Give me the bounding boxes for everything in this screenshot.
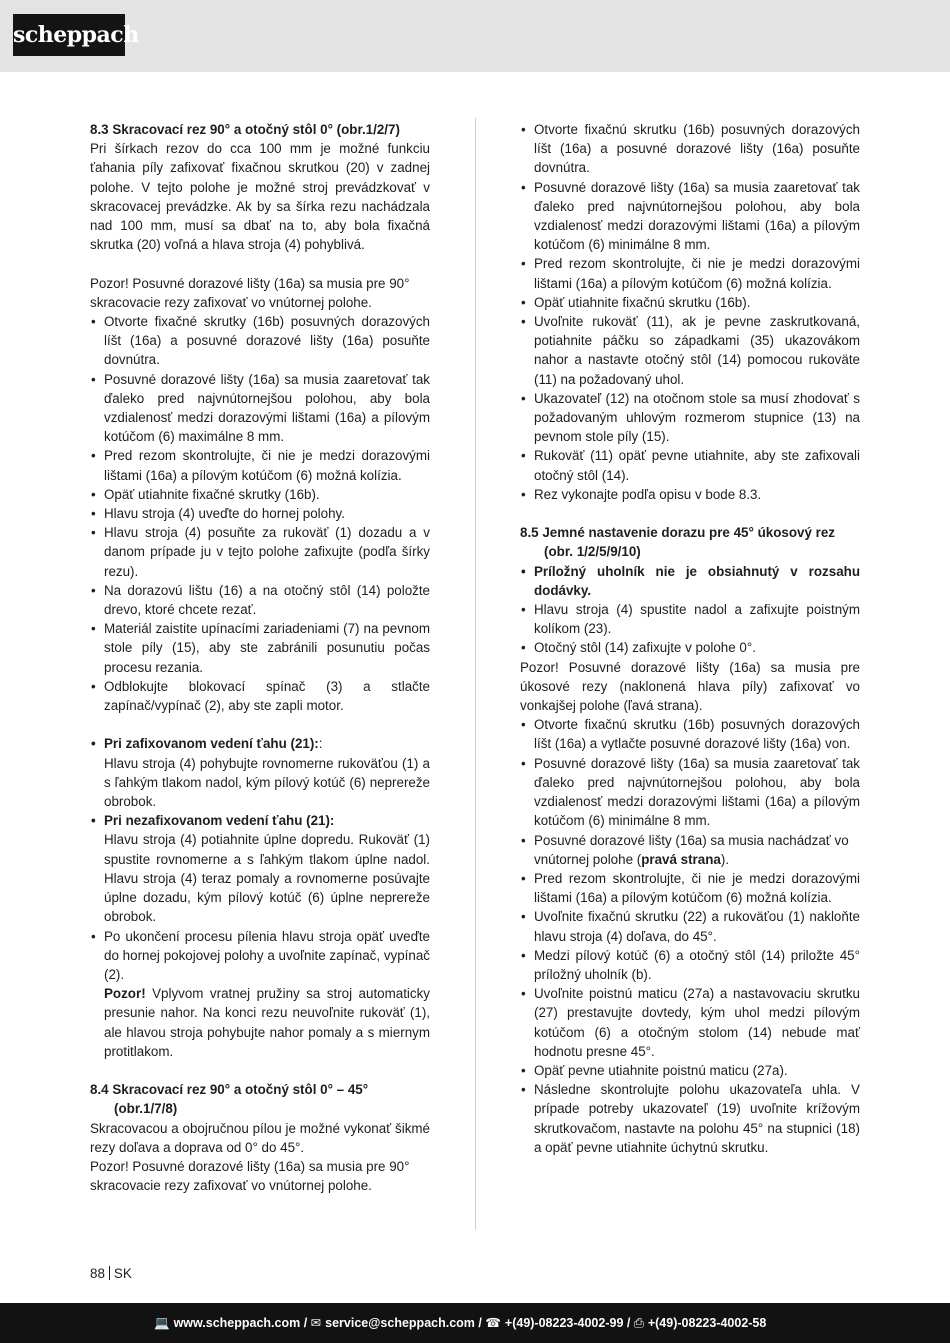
list-item: • Medzi pílový kotúč (6) a otočný stôl (14) priložte 45° príložný uholník (b). — [520, 946, 860, 984]
section-8-5-list-b — [520, 715, 860, 1157]
list-item: • Pred rezom skontrolujte, či nie je medzi dorazovými lištami (16a) a pílovým kotúčom (6) možná kolízia. — [520, 869, 860, 907]
footer-bar — [0, 1303, 950, 1343]
list-item: • Po ukončení procesu pílenia hlavu stroja opäť uveďte do hornej pokojovej polohy a uvoľnite zapínač, vypínač (2). — [90, 927, 430, 985]
column-divider — [475, 118, 476, 1230]
mail-icon: ✉ — [310, 1316, 322, 1330]
caution-text: Vplyvom vratnej pružiny sa stroj automaticky presunie nahor. Na konci rezu neuvoľnite rukoväť (1), ale hlavou stroja pohybujte nahor pomaly a s miernym protitlakom. — [104, 986, 430, 1059]
section-8-3-warning: Pozor! Posuvné dorazové lišty (16a) sa musia pre 90° skracovacie rezy zafixovať vo vnútornej polohe. — [90, 275, 410, 310]
list-item: • Odblokujte blokovací spínač (3) a stlačte zapínač/vypínač (2), aby ste zapli motor. — [90, 677, 430, 715]
page-language: SK — [113, 1266, 132, 1281]
page-number-separator — [109, 1266, 110, 1280]
list-item: • Otvorte fixačnú skrutku (16b) posuvných dorazových líšt (16a) a vytlačte posuvné dorazové lišty (16a) von. — [520, 715, 860, 753]
section-8-4-warning: Pozor! Posuvné dorazové lišty (16a) sa musia pre 90° skracovacie rezy zafixovať vo vnútornej polohe. — [90, 1158, 410, 1194]
list-item: • Opäť utiahnite fixačné skrutky (16b). — [90, 485, 430, 504]
page-number — [90, 1265, 132, 1283]
list-item — [520, 831, 860, 869]
footer-phone: +(49)-08223-4002-99 — [504, 1316, 624, 1330]
caution-label: Pozor! — [104, 986, 146, 1002]
list-item: • Príložný uholník nie je obsiahnutý v rozsahu dodávky. — [520, 562, 860, 600]
inner-position-bold: pravá strana — [641, 851, 721, 867]
fixed-guide-title: Pri zafixovanom vedení ťahu (21): — [104, 736, 319, 752]
unfixed-guide-text: Hlavu stroja (4) potiahnite úplne dopredu. Rukoväť (1) spustite rovnomerne a s ľahkým tlakom úplne nadol. Hlavu stroja (4) teraz pomaly a rovnomerne posúvajte úplne dozadu, kým pílový kotúč (6) úplne neprereže obrobok. — [104, 832, 430, 925]
list-item: • Na dorazovú lištu (16) a na otočný stôl (14) položte drevo, ktoré chcete rezať. — [90, 581, 430, 619]
section-8-4-text: Skracovacou a obojručnou pílou je možné vykonať šikmé rezy doľava a doprava od 0° do 45°. — [90, 1120, 430, 1155]
list-item: • Posuvné dorazové lišty (16a) sa musia zaaretovať tak ďaleko pred najvnútornejšou polohou, aby bola vzdialenosť medzi dorazovými lištami (16a) a pílovým kotúčom (6) minimálne 8 mm. — [520, 754, 860, 831]
fixed-guide-suffix: : — [318, 736, 323, 752]
list-item: • Posuvné dorazové lišty (16a) sa musia zaaretovať tak ďaleko pred najvnútornejšou polohou, aby bola vzdialenosť medzi dorazovými lištami (16a) a pílovým kotúčom (6) maximálne 8 mm. — [90, 370, 430, 447]
left-column — [90, 120, 430, 1195]
footer-website[interactable]: www.scheppach.com — [173, 1316, 301, 1330]
list-item: • Rez vykonajte podľa opisu v bode 8.3. — [520, 485, 860, 504]
cut-mode-list-2 — [90, 811, 430, 830]
section-8-5-title — [520, 523, 860, 561]
inner-position-text: Posuvné dorazové lišty (16a) sa musia nachádzať vo vnútornej polohe ( — [534, 832, 849, 867]
list-item: • Otvorte fixačné skrutky (16b) posuvných dorazových líšt (16a) a posuvné dorazové lišty (16a) posuňte dovnútra. — [90, 312, 430, 370]
section-8-4-title-line1: 8.4 Skracovací rez 90° a otočný stôl 0° – 45° — [90, 1082, 369, 1098]
section-8-3-list — [90, 312, 430, 715]
section-8-3-intro: Pri šírkach rezov do cca 100 mm je možné funkciu ťahania píly zafixovať fixačnou skrutkou (20) v zadnej polohe. V tejto polohe je možné stroj prevádzkovať v skracovacej prevádzke. Ak by sa šírka rezu nachádzala nad 100 mm, musí sa dbať na to, aby bola fixačná skrutka (20) voľná a hlava stroja (4) pohyblivá. — [90, 141, 430, 253]
section-8-5-list-a — [520, 562, 860, 658]
section-8-4-title — [90, 1080, 430, 1118]
list-item: • Opäť utiahnite fixačnú skrutku (16b). — [520, 293, 860, 312]
list-item: • Pred rezom skontrolujte, či nie je medzi dorazovými lištami (16a) a pílovým kotúčom (6) možná kolízia. — [90, 446, 430, 484]
page-number-value: 88 — [90, 1266, 105, 1281]
footer-separator: / — [474, 1316, 486, 1330]
footer-separator: / — [300, 1316, 311, 1330]
footer-separator: / — [623, 1316, 634, 1330]
footer-contacts — [154, 1303, 766, 1343]
list-item: • Hlavu stroja (4) posuňte za rukoväť (1) dozadu a v danom prípade ju v tejto polohe zafixujte (podľa šírky rezu). — [90, 523, 430, 581]
list-item: • Materiál zaistite upínacími zariadeniami (7) na pevnom stole píly (15), aby ste zabránili posunutiu počas procesu rezania. — [90, 619, 430, 677]
list-item: • Ukazovateľ (12) na otočnom stole sa musí zhodovať s požadovaným uhlovým rozmerom stupnice (13) na pevnom stole píly (15). — [520, 389, 860, 447]
section-8-4-title-line2: (obr.1/7/8) — [114, 1101, 178, 1117]
list-item: • Následne skontrolujte polohu ukazovateľa uhla. V prípade potreby ukazovateľ (19) uvoľnite krížovým skrutkovačom, nastavte na polohu 45° na stupnici (18) a opäť pevne utiahnite úchytnú skrutku. — [520, 1080, 860, 1157]
phone-icon: ☎ — [485, 1316, 501, 1330]
scheppach-logo: scheppach — [13, 14, 125, 56]
footer-fax: +(49)-08223-4002-58 — [647, 1316, 767, 1330]
section-8-4-list — [520, 120, 860, 504]
unfixed-guide-title: • Pri nezafixovanom vedení ťahu (21): — [90, 811, 430, 830]
list-item: • Rukoväť (11) opäť pevne utiahnite, aby ste zafixovali otočný stôl (14). — [520, 446, 860, 484]
footer-email[interactable]: service@scheppach.com — [325, 1316, 475, 1330]
after-cut-list — [90, 927, 430, 985]
section-8-5-warning: Pozor! Posuvné dorazové lišty (16a) sa musia pre úkosové rezy (naklonená hlava píly) zafixovať vo vonkajšej polohe (ľavá strana). — [520, 659, 860, 714]
fax-icon: ⎙ — [633, 1316, 644, 1330]
fixed-guide-text: Hlavu stroja (4) pohybujte rovnomerne rukoväťou (1) a s ľahkým tlakom nadol, kým pílový kotúč (6) neprereže obrobok. — [104, 755, 430, 810]
computer-icon: 💻 — [154, 1316, 170, 1330]
list-item: • Posuvné dorazové lišty (16a) sa musia zaaretovať tak ďaleko pred najvnútornejšou polohou, aby bola vzdialenosť medzi dorazovými lištami (16a) a pílovým kotúčom (6) minimálne 8 mm. — [520, 178, 860, 255]
list-item: • Pred rezom skontrolujte, či nie je medzi dorazovými lištami (16a) a pílovým kotúčom (6) možná kolízia. — [520, 254, 860, 292]
section-8-5-title-line2: (obr. 1/2/5/9/10) — [544, 544, 641, 560]
cut-mode-list — [90, 734, 430, 753]
list-item: • Otočný stôl (14) zafixujte v polohe 0°. — [520, 638, 860, 657]
section-8-3-title: 8.3 Skracovací rez 90° a otočný stôl 0° (obr.1/2/7) — [90, 122, 400, 137]
header-band — [0, 0, 950, 72]
fixed-guide-item — [90, 734, 430, 753]
right-column — [520, 120, 860, 1157]
caution-paragraph — [90, 984, 430, 1061]
list-item: • Otvorte fixačnú skrutku (16b) posuvných dorazových líšt (16a) a posuvné dorazové lišty (16a) posuňte dovnútra. — [520, 120, 860, 178]
section-8-5-title-line1: 8.5 Jemné nastavenie dorazu pre 45° úkosový rez — [520, 525, 835, 541]
list-item: • Uvoľnite rukoväť (11), ak je pevne zaskrutkovaná, potiahnite páčku so západkami (35) ukazovákom nahor a nastavte otočný stôl (14) pomocou rukoväte (11) na požadovaný uhol. — [520, 312, 860, 389]
list-item: • Opäť pevne utiahnite poistnú maticu (27a). — [520, 1061, 860, 1080]
list-item: • Hlavu stroja (4) uveďte do hornej polohy. — [90, 504, 430, 523]
list-item: • Hlavu stroja (4) spustite nadol a zafixujte poistným kolíkom (23). — [520, 600, 860, 638]
inner-position-end: ). — [720, 851, 730, 867]
list-item: • Uvoľnite fixačnú skrutku (22) a rukoväťou (1) nakloňte hlavu stroja (4) doľava, do 45°. — [520, 907, 860, 945]
list-item: • Uvoľnite poistnú maticu (27a) a nastavovaciu skrutku (27) prestavujte dovtedy, kým uhol medzi pílovým kotúčom (6) a otočným stolom (14) nebude mať hodnotu presne 45°. — [520, 984, 860, 1061]
